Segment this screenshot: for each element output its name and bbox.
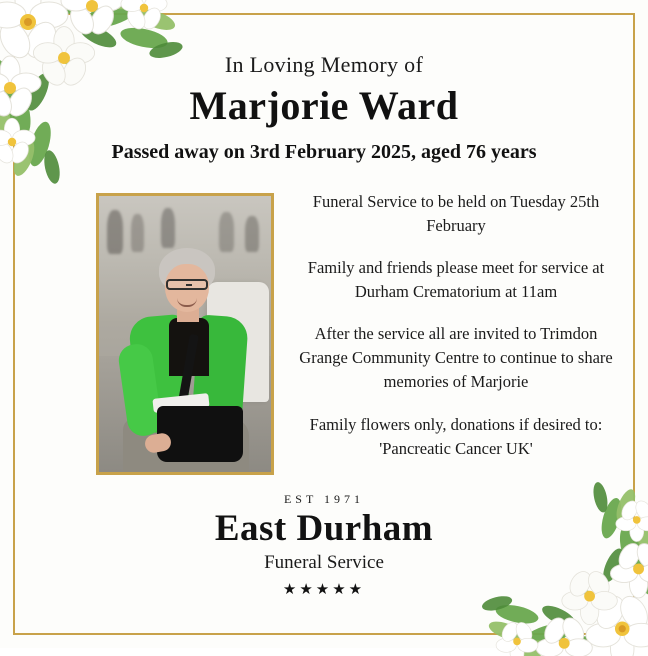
passed-away-line: Passed away on 3rd February 2025, aged 76 years <box>111 141 537 163</box>
service-detail-line: Funeral Service to be held on Tuesday 25th February <box>312 192 600 236</box>
company-subtitle: Funeral Service <box>264 551 384 573</box>
service-details <box>296 190 616 461</box>
photo-subject <box>117 248 259 474</box>
company-name: East Durham <box>214 508 434 549</box>
photo-background <box>99 196 271 472</box>
subject-handbag <box>157 406 243 462</box>
background-figure <box>245 216 259 252</box>
background-figure <box>131 214 144 252</box>
service-detail-line: Family flowers only, donations if desired to: 'Pancreatic Cancer UK' <box>309 414 603 458</box>
funeral-director-logo <box>0 492 648 599</box>
background-figure <box>161 208 175 248</box>
service-detail-line: Family and friends please meet for service at Durham Crematorium at 11am <box>307 258 605 302</box>
established-year: EST 1971 <box>283 492 365 506</box>
in-loving-memory-line: In Loving Memory of <box>224 52 424 77</box>
subject-glasses <box>166 279 208 290</box>
deceased-photo <box>96 193 274 475</box>
deceased-name: Marjorie Ward <box>189 83 459 128</box>
background-figure <box>219 212 234 252</box>
service-detail-line: After the service all are invited to Trimdon Grange Community Centre to continue to share memories of Marjorie <box>299 324 613 392</box>
rating-stars: ★★★★★ <box>282 581 366 598</box>
